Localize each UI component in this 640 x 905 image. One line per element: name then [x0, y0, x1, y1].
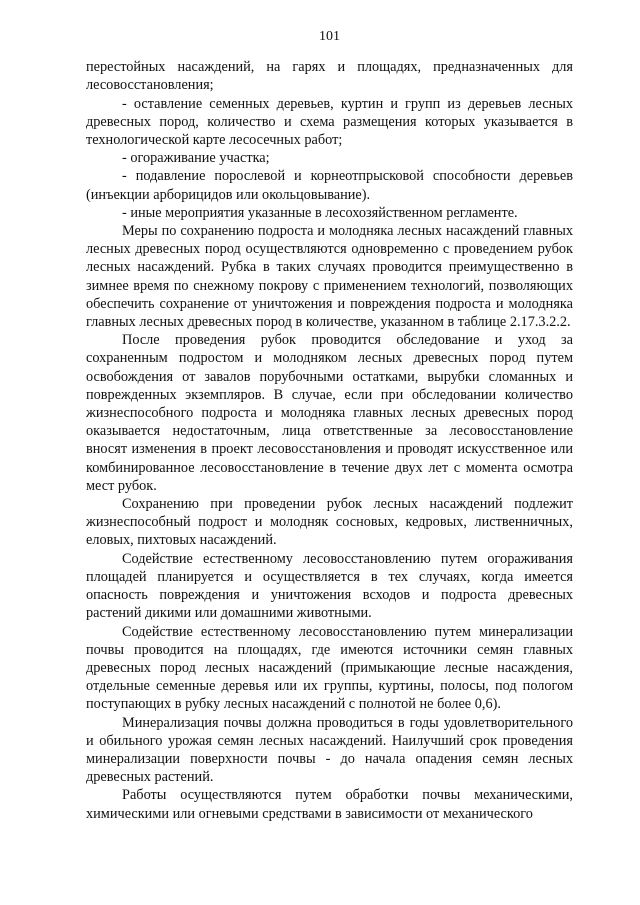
paragraph-fencing-areas: Содействие естественному лесовосстановлению путем огораживания площадей планируется и осуществляется в тех случаях, когда имеется опасность повреждения и уничтожения всходов и подроста древесных растений дикими или домашними животными.	[86, 550, 573, 622]
paragraph-continued: перестойных насаждений, на гарях и площадях, предназначенных для лесовосстановления;	[86, 59, 573, 94]
list-item-fencing: - огораживание участка;	[122, 150, 270, 167]
paragraph-preserved-species: Сохранению при проведении рубок лесных насаждений подлежит жизнеспособный подрост и молодняк сосновых, кедровых, лиственничных, еловых, пихтовых насаждений.	[86, 496, 573, 549]
paragraph-mineralization-timing: Минерализация почвы должна проводиться в годы удовлетворительного и обильного урожая семян лесных насаждений. Наилучший срок проведения минерализации поверхности почвы - до начала опадения семян лесных древесных растений.	[86, 714, 573, 786]
paragraph-works-methods: Работы осуществляются путем обработки почвы механическими, химическими или огневыми средствами в зависимости от механического	[86, 787, 573, 822]
paragraph-soil-mineralization: Содействие естественному лесовосстановлению путем минерализации почвы проводится на площадях, где имеются источники семян главных древесных пород лесных насаждений (примыкающие лесные насаждения, отдельные семенные деревья или их группы, куртины, полосы, под пологом поступающих в рубку лесных насаждений с полнотой не более 0,6).	[86, 623, 573, 713]
list-item-suppression: - подавление порослевой и корнеотпрысковой способности деревьев (инъекции арборицидов или окольцовывание).	[86, 168, 573, 203]
page-number: 101	[319, 29, 340, 44]
paragraph-undergrowth-preservation: Меры по сохранению подроста и молодняка лесных насаждений главных лесных древесных пород осуществляются одновременно с проведением рубок лесных насаждений. Рубка в таких случаях проводится преимущественно в зимнее время по снежному покрову с применением технологий, позволяющих обеспечить сохранение от уничтожения и повреждения подроста и молодняка главных лесных древесных пород в количестве, указанном в таблице 2.17.3.2.2.	[86, 223, 573, 331]
list-item-seed-trees: - оставление семенных деревьев, куртин и групп из деревьев лесных древесных пород, количество и схема размещения которых указывается в технологической карте лесосечных работ;	[86, 95, 573, 149]
list-item-other-measures: - иные мероприятия указанные в лесохозяйственном регламенте.	[122, 204, 518, 221]
paragraph-post-felling-survey: После проведения рубок проводится обследование и уход за сохраненным подростом и молодняком лесных древесных пород путем освобождения от завалов порубочными остатками, вырубки сломанных и поврежденных экземпляров. В случае, если при обследовании количество жизнеспособного подроста и молодняка главных лесных древесных пород оказывается недостаточным, лица ответственные за лесовосстановление вносят изменения в проект лесовосстановления и проводят искусственное или комбинированное лесовосстановление в течение двух лет с момента осмотра мест рубок.	[86, 332, 573, 494]
document-page	[86, 28, 573, 823]
